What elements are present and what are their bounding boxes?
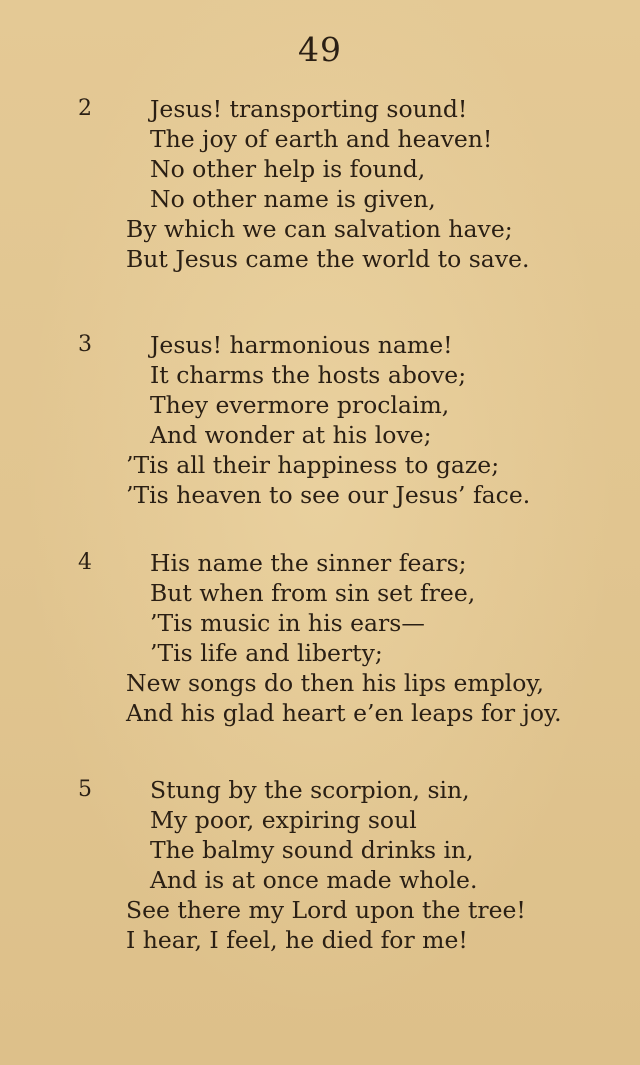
verse-line: The balmy sound drinks in,	[150, 836, 474, 864]
page-number: 49	[298, 30, 342, 69]
stanza-number: 3	[78, 332, 92, 357]
verse-line: Jesus! harmonious name!	[150, 331, 453, 359]
verse-line: And his glad heart e’en leaps for joy.	[126, 699, 562, 727]
stanza-number: 2	[78, 96, 92, 121]
verse-line: It charms the hosts above;	[150, 361, 467, 389]
verse-line: Jesus! transporting sound!	[150, 95, 468, 123]
verse-line: I hear, I feel, he died for me!	[126, 926, 468, 954]
verse-line: ’Tis all their happiness to gaze;	[126, 451, 500, 479]
verse-line: See there my Lord upon the tree!	[126, 896, 526, 924]
verse-line: The joy of earth and heaven!	[150, 125, 493, 153]
verse-line: No other name is given,	[150, 185, 436, 213]
verse-line: By which we can salvation have;	[126, 215, 513, 243]
verse-line: But when from sin set free,	[150, 579, 476, 607]
verse-line: My poor, expiring soul	[150, 806, 417, 834]
verse-line: ’Tis life and liberty;	[150, 639, 383, 667]
verse-line: And is at once made whole.	[150, 866, 478, 894]
verse-line: ’Tis music in his ears—	[150, 609, 425, 637]
verse-line: ’Tis heaven to see our Jesus’ face.	[126, 481, 531, 509]
verse-line: And wonder at his love;	[150, 421, 432, 449]
stanza-number: 5	[78, 777, 92, 802]
stanza-number: 4	[78, 550, 92, 575]
verse-line: But Jesus came the world to save.	[126, 245, 530, 273]
verse-line: His name the sinner fears;	[150, 549, 467, 577]
verse-line: Stung by the scorpion, sin,	[150, 776, 470, 804]
verse-line: They evermore proclaim,	[150, 391, 450, 419]
verse-line: No other help is found,	[150, 155, 426, 183]
verse-line: New songs do then his lips employ,	[126, 669, 545, 697]
